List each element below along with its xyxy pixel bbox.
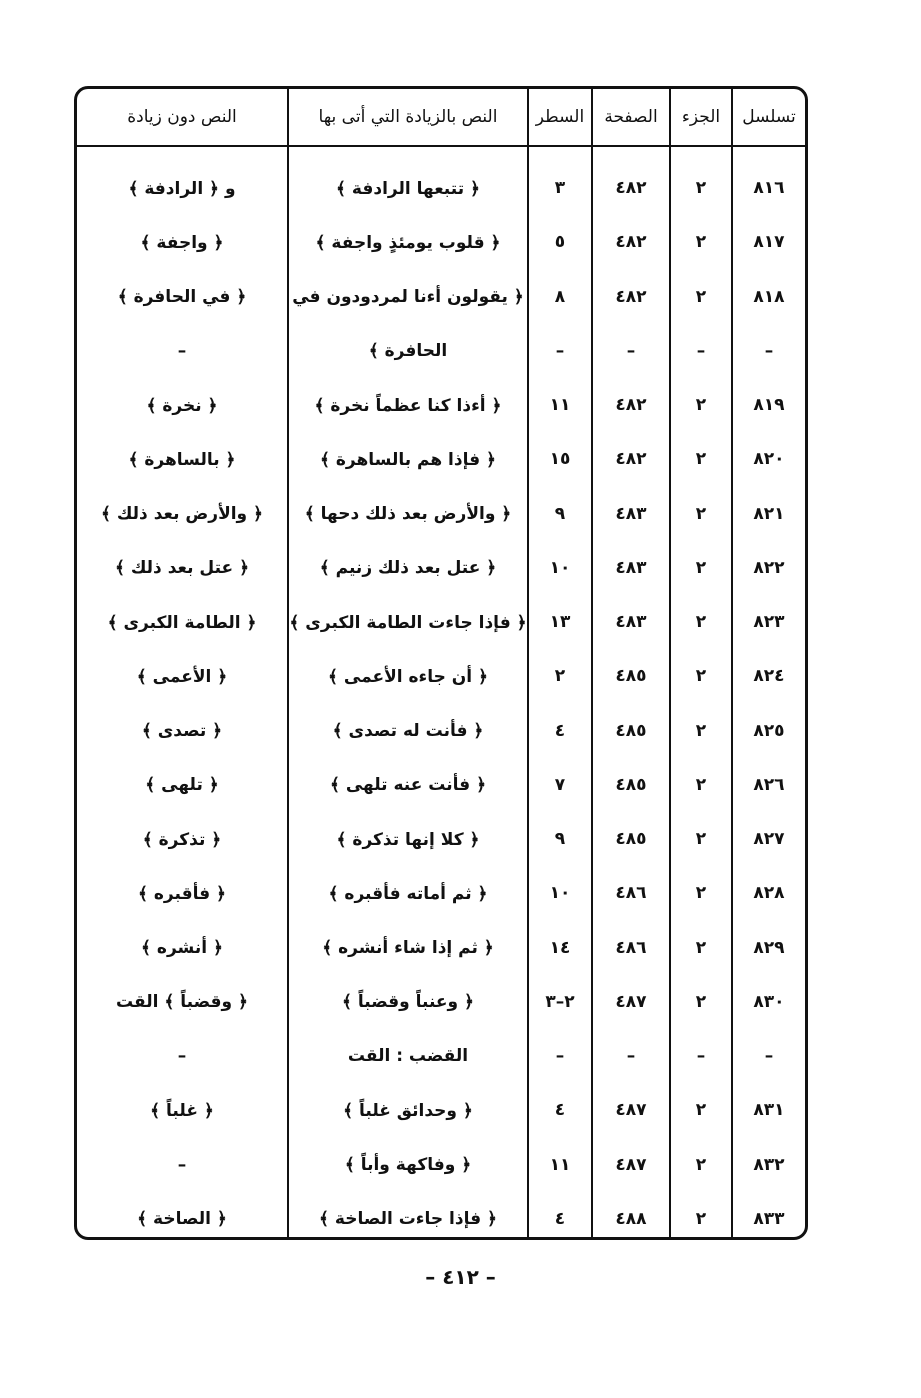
line-cell: ١٣ xyxy=(528,595,592,649)
page-cell: ٤٨٧ xyxy=(592,975,670,1029)
text-with-addition-cell: ﴿ وفاكهة وأباً ﴾ xyxy=(288,1138,528,1192)
serial-cell: ٨٢٢ xyxy=(753,557,785,578)
serial-cell: ٨٢٠ xyxy=(753,449,785,470)
text-with-addition-cell: ﴿ والأرض بعد ذلك دحها ﴾ xyxy=(288,487,528,541)
text-without-addition-cell: ﴿ في الحافرة ﴾ xyxy=(77,270,288,324)
table-row xyxy=(77,866,805,920)
text-with-addition-cell: ﴿ فأنت عنه تلهى ﴾ xyxy=(288,758,528,812)
text-with-addition-cell: ﴿ تتبعها الرادفة ﴾ xyxy=(288,146,528,215)
text-without-addition-cell: ﴿ الطامة الكبرى ﴾ xyxy=(77,595,288,649)
serial-cell: ٨٢٨ xyxy=(753,883,785,904)
table-header-row xyxy=(77,89,805,146)
page-cell: – xyxy=(592,324,670,378)
header-line: السطر xyxy=(528,89,592,146)
line-cell: ٧ xyxy=(528,758,592,812)
text-with-addition-cell: القضب : القت xyxy=(288,1029,528,1083)
text-without-addition-cell: ﴿ عتل بعد ذلك ﴾ xyxy=(77,541,288,595)
line-cell: ١١ xyxy=(528,1138,592,1192)
serial-cell: ٨٢٣ xyxy=(753,612,785,633)
text-without-addition-cell: ﴿ الأعمى ﴾ xyxy=(77,649,288,703)
text-without-addition-cell: – xyxy=(77,1029,288,1083)
table-row xyxy=(77,215,805,269)
page-cell: ٤٨٦ xyxy=(592,866,670,920)
serial-cell: ٨٢٦ xyxy=(753,774,785,795)
line-cell: ٤ xyxy=(528,1083,592,1137)
volume-cell: ٢ xyxy=(670,649,732,703)
serial-cell: – xyxy=(764,340,774,361)
text-without-addition-cell: و ﴿ الرادفة ﴾ xyxy=(77,146,288,215)
serial-cell: ٨٣٢ xyxy=(753,1154,785,1175)
text-without-addition-cell: ﴿ الصاخة ﴾ xyxy=(77,1192,288,1240)
text-with-addition-cell: ﴿ فأنت له تصدى ﴾ xyxy=(288,704,528,758)
text-without-addition-cell: ﴿ واجفة ﴾ xyxy=(77,215,288,269)
volume-cell: ٢ xyxy=(670,1083,732,1137)
page-cell: ٤٨٣ xyxy=(592,487,670,541)
page-cell: ٤٨٨ xyxy=(592,1192,670,1240)
line-cell: ٢–٣ xyxy=(528,975,592,1029)
page-number: – ٤١٢ – xyxy=(425,1265,496,1289)
serial-cell: ٨١٩ xyxy=(753,395,785,416)
line-cell: ٩ xyxy=(528,812,592,866)
header-serial: تسلسل xyxy=(732,89,805,146)
volume-cell: ٢ xyxy=(670,595,732,649)
serial-cell: – xyxy=(764,1046,774,1067)
table-row xyxy=(77,270,805,324)
serial-cell: ٨٣١ xyxy=(753,1100,785,1121)
text-with-addition-cell: ﴿ وحدائق غلباً ﴾ xyxy=(288,1083,528,1137)
page-cell: ٤٨٣ xyxy=(592,541,670,595)
text-with-addition-cell: ﴿ يقولون أءنا لمردودون في xyxy=(288,270,528,324)
serial-cell: ٨١٦ xyxy=(753,178,785,199)
volume-cell: ٢ xyxy=(670,704,732,758)
table-row xyxy=(77,324,805,378)
table-frame xyxy=(74,86,808,1240)
line-cell: – xyxy=(528,324,592,378)
text-without-addition-cell: ﴿ تصدى ﴾ xyxy=(77,704,288,758)
line-cell: ١٥ xyxy=(528,432,592,486)
volume-cell: ٢ xyxy=(670,215,732,269)
text-with-addition-cell: ﴿ وعنباً وقضباً ﴾ xyxy=(288,975,528,1029)
serial-cell: ٨٣٣ xyxy=(753,1208,785,1229)
page-cell: ٤٨٢ xyxy=(592,378,670,432)
text-without-addition-cell: – xyxy=(77,324,288,378)
header-page: الصفحة xyxy=(592,89,670,146)
text-without-addition-cell: ﴿ والأرض بعد ذلك ﴾ xyxy=(77,487,288,541)
text-with-addition-cell: ﴿ فإذا جاءت الصاخة ﴾ xyxy=(288,1192,528,1240)
line-cell: ١١ xyxy=(528,378,592,432)
table-body xyxy=(77,146,805,1240)
table-row xyxy=(77,432,805,486)
text-without-addition-cell: ﴿ تذكرة ﴾ xyxy=(77,812,288,866)
serial-cell: ٨٢٤ xyxy=(753,666,785,687)
references-table xyxy=(77,89,805,1240)
volume-cell: ٢ xyxy=(670,146,732,215)
page-cell: ٤٨٣ xyxy=(592,595,670,649)
table-row xyxy=(77,487,805,541)
text-without-addition-cell: ﴿ وقضباً ﴾ القت xyxy=(77,975,288,1029)
page-cell: ٤٨٦ xyxy=(592,921,670,975)
volume-cell: ٢ xyxy=(670,432,732,486)
text-with-addition-cell: الحافرة ﴾ xyxy=(288,324,528,378)
text-with-addition-cell: ﴿ فإذا هم بالساهرة ﴾ xyxy=(288,432,528,486)
serial-cell: ٨٢١ xyxy=(753,503,785,524)
line-cell: ٥ xyxy=(528,215,592,269)
volume-cell: – xyxy=(670,324,732,378)
volume-cell: ٢ xyxy=(670,758,732,812)
text-without-addition-cell: ﴿ فأقبره ﴾ xyxy=(77,866,288,920)
table-row xyxy=(77,1138,805,1192)
volume-cell: ٢ xyxy=(670,866,732,920)
line-cell: ٣ xyxy=(528,146,592,215)
line-cell: ٤ xyxy=(528,704,592,758)
line-cell: ٨ xyxy=(528,270,592,324)
line-cell: ١٠ xyxy=(528,541,592,595)
text-with-addition-cell: ﴿ عتل بعد ذلك زنيم ﴾ xyxy=(288,541,528,595)
text-with-addition-cell: ﴿ ثم إذا شاء أنشره ﴾ xyxy=(288,921,528,975)
table-row xyxy=(77,541,805,595)
text-without-addition-cell: ﴿ أنشره ﴾ xyxy=(77,921,288,975)
volume-cell: ٢ xyxy=(670,975,732,1029)
line-cell: ١٤ xyxy=(528,921,592,975)
page-cell: ٤٨٧ xyxy=(592,1138,670,1192)
table-row xyxy=(77,975,805,1029)
header-text-without-addition: النص دون زيادة xyxy=(77,89,288,146)
table-row xyxy=(77,758,805,812)
table-row xyxy=(77,1083,805,1137)
table-row xyxy=(77,146,805,215)
volume-cell: ٢ xyxy=(670,812,732,866)
serial-cell: ٨٢٥ xyxy=(753,720,785,741)
volume-cell: ٢ xyxy=(670,1138,732,1192)
page-cell: ٤٨٥ xyxy=(592,649,670,703)
serial-cell: ٨١٧ xyxy=(753,232,785,253)
table-row xyxy=(77,378,805,432)
page-cell: – xyxy=(592,1029,670,1083)
header-text-with-addition: النص بالزيادة التي أتى بها xyxy=(288,89,528,146)
table-row xyxy=(77,595,805,649)
page-cell: ٤٨٥ xyxy=(592,812,670,866)
page-cell: ٤٨٢ xyxy=(592,215,670,269)
table-row xyxy=(77,1029,805,1083)
text-with-addition-cell: ﴿ ثم أماته فأقبره ﴾ xyxy=(288,866,528,920)
volume-cell: ٢ xyxy=(670,378,732,432)
serial-cell: ٨١٨ xyxy=(753,286,785,307)
line-cell: ٤ xyxy=(528,1192,592,1240)
line-cell: – xyxy=(528,1029,592,1083)
line-cell: ٩ xyxy=(528,487,592,541)
page-cell: ٤٨٢ xyxy=(592,432,670,486)
page-cell: ٤٨٧ xyxy=(592,1083,670,1137)
table-row xyxy=(77,921,805,975)
text-with-addition-cell: ﴿ أن جاءه الأعمى ﴾ xyxy=(288,649,528,703)
text-without-addition-cell: – xyxy=(77,1138,288,1192)
table-row xyxy=(77,1192,805,1240)
header-volume: الجزء xyxy=(670,89,732,146)
text-without-addition-cell: ﴿ نخرة ﴾ xyxy=(77,378,288,432)
serial-cell: ٨٢٩ xyxy=(753,937,785,958)
text-with-addition-cell: ﴿ كلا إنها تذكرة ﴾ xyxy=(288,812,528,866)
serial-cell: ٨٣٠ xyxy=(753,991,785,1012)
text-without-addition-cell: ﴿ تلهى ﴾ xyxy=(77,758,288,812)
volume-cell: ٢ xyxy=(670,270,732,324)
text-with-addition-cell: ﴿ فإذا جاءت الطامة الكبرى ﴾ xyxy=(288,595,528,649)
text-without-addition-cell: ﴿ غلباً ﴾ xyxy=(77,1083,288,1137)
text-with-addition-cell: ﴿ أءذا كنا عظماً نخرة ﴾ xyxy=(288,378,528,432)
line-cell: ٢ xyxy=(528,649,592,703)
volume-cell: ٢ xyxy=(670,541,732,595)
page-cell: ٤٨٥ xyxy=(592,758,670,812)
table-row xyxy=(77,649,805,703)
table-row xyxy=(77,704,805,758)
text-with-addition-cell: ﴿ قلوب يومئذٍ واجفة ﴾ xyxy=(288,215,528,269)
line-cell: ١٠ xyxy=(528,866,592,920)
page-cell: ٤٨٥ xyxy=(592,704,670,758)
volume-cell: ٢ xyxy=(670,487,732,541)
volume-cell: – xyxy=(670,1029,732,1083)
text-without-addition-cell: ﴿ بالساهرة ﴾ xyxy=(77,432,288,486)
page-cell: ٤٨٢ xyxy=(592,270,670,324)
serial-cell: ٨٢٧ xyxy=(753,829,785,850)
table-row xyxy=(77,812,805,866)
volume-cell: ٢ xyxy=(670,1192,732,1240)
page-cell: ٤٨٢ xyxy=(592,146,670,215)
volume-cell: ٢ xyxy=(670,921,732,975)
